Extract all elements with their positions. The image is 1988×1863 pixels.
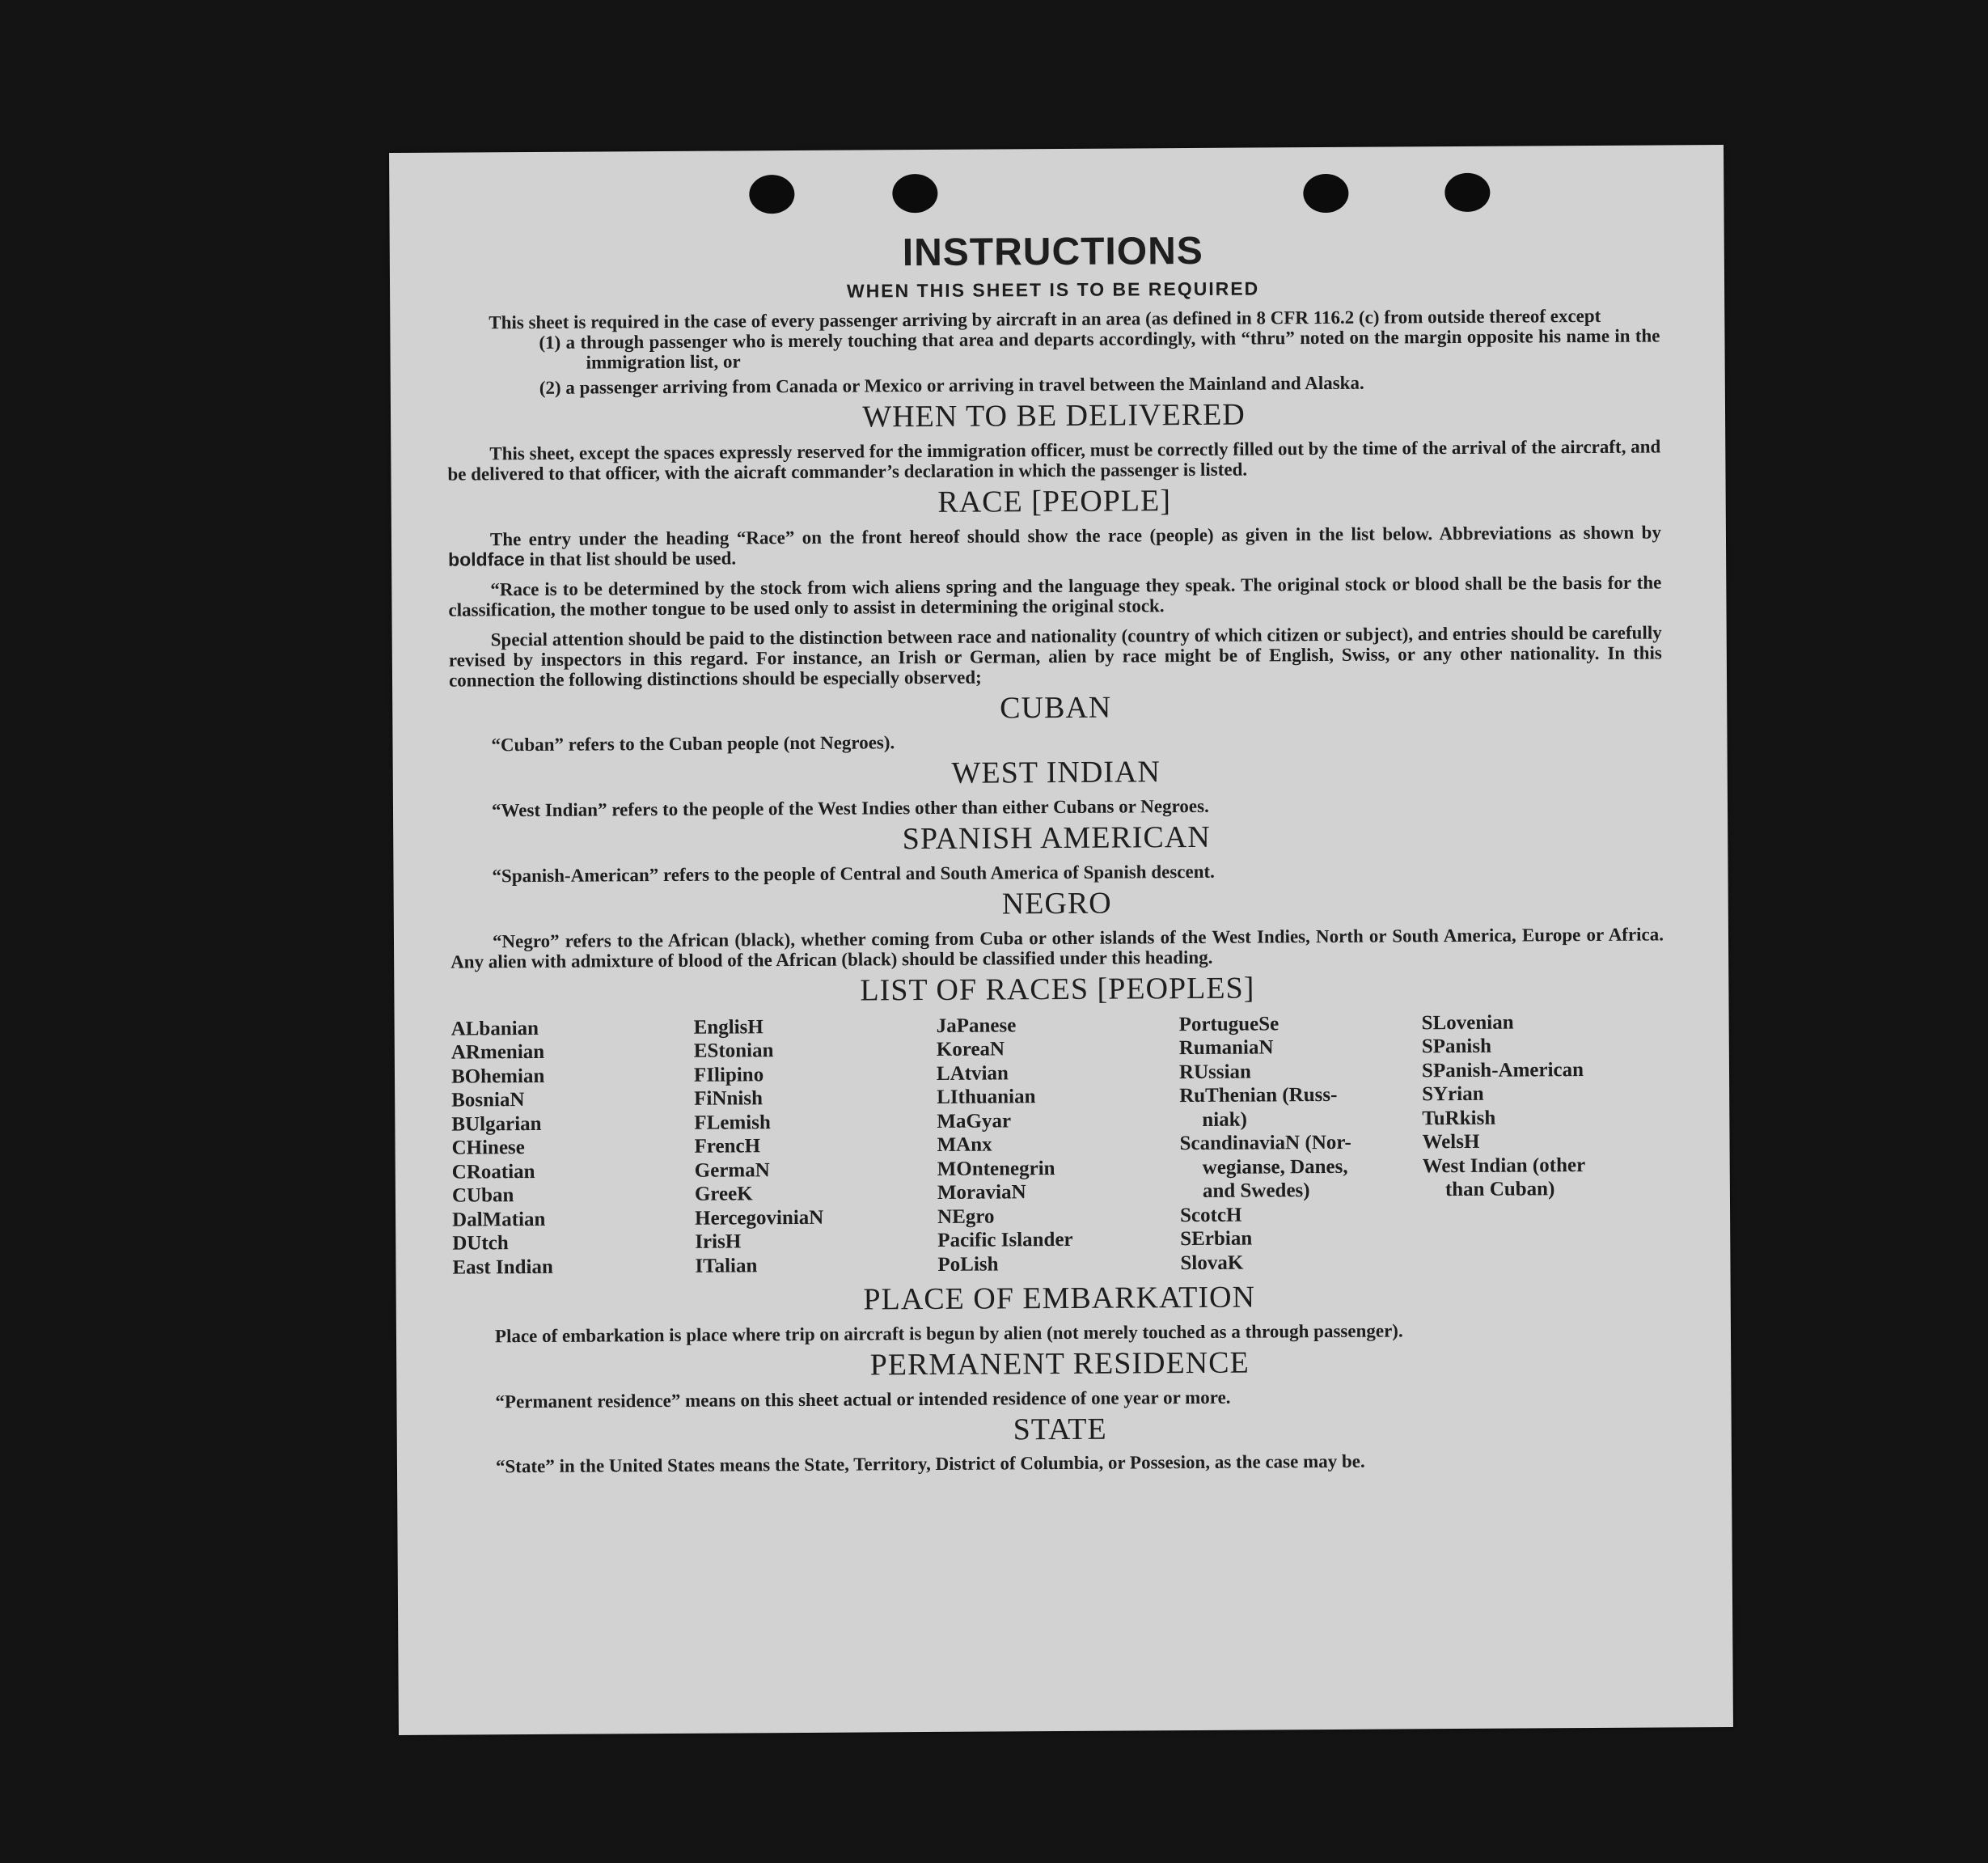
- instructions-content: [446, 226, 1667, 1477]
- race-entry: JaPanese: [936, 1014, 1017, 1037]
- race-entry: KoreaN: [936, 1038, 1005, 1061]
- race-entry: SYrian: [1422, 1082, 1484, 1106]
- race-entry-continued: wegianse, Danes,: [1202, 1155, 1348, 1179]
- exception-1: (1) a through passenger who is merely touching that area and departs accordingly, with “thru” noted on the margin opposite his name in the immigration list, or: [539, 325, 1660, 373]
- race-entry: TuRkish: [1422, 1107, 1496, 1129]
- race-entry: FrencH: [694, 1135, 761, 1158]
- race-paragraph-1: [448, 522, 1661, 569]
- section-heading-west-indian: WEST INDIAN: [951, 755, 1161, 791]
- embarkation-text: Place of embarkation is place where trip on aircraft is begun by alien (not merely touched as a through passenger).: [494, 1320, 1403, 1347]
- race-entry: West Indian (other: [1422, 1154, 1586, 1177]
- race-entry: ITalian: [695, 1254, 758, 1277]
- races-column-2: [694, 1014, 938, 1278]
- race-entry: PoLish: [937, 1253, 999, 1276]
- race-entry: CHinese: [451, 1137, 525, 1159]
- race-entry: SlovaK: [1180, 1251, 1244, 1274]
- race-entry: MaGyar: [937, 1109, 1012, 1133]
- race-entry-continued: and Swedes): [1202, 1179, 1310, 1203]
- race-entry: EStonian: [693, 1039, 774, 1062]
- race-p1-start: The entry under the heading “Race” on the front hereof should show the race (people) as given in the list below. Abbreviations as shown by: [489, 522, 1662, 549]
- race-entry-continued: niak): [1202, 1108, 1248, 1131]
- race-entry: ALbanian: [450, 1017, 539, 1040]
- race-entry: SLovenian: [1421, 1011, 1514, 1034]
- section-heading-state: STATE: [1013, 1412, 1107, 1447]
- race-entry: SErbian: [1180, 1227, 1253, 1251]
- races-column-4: [1179, 1011, 1423, 1275]
- exception-2: (2) a passenger arriving from Canada or Mexico or arriving in travel between the Mainland and Alaska.: [539, 372, 1364, 398]
- section-heading-embarkation: PLACE OF EMBARKATION: [863, 1280, 1256, 1317]
- section-heading-negro: NEGRO: [1001, 886, 1112, 921]
- race-entry: SPanish: [1421, 1035, 1492, 1058]
- race-entry: ScandinaviaN (Nor-: [1179, 1131, 1351, 1155]
- cuban-text: “Cuban” refers to the Cuban people (not Negroes).: [491, 732, 895, 756]
- race-entry: Pacific Islander: [937, 1228, 1073, 1252]
- section-heading-spanish-american: SPANISH AMERICAN: [902, 820, 1211, 857]
- race-entry: LIthuanian: [937, 1086, 1036, 1109]
- race-entry: CRoatian: [451, 1160, 535, 1183]
- delivered-text: This sheet, except the spaces expressly reserved for the immigration officer, must be correctly filled out by the time of the arrival of the aircraft, and be delivered to that officer, with the aicraft commander’s declaration in which the passenger is listed.: [447, 436, 1661, 485]
- document-sheet: [389, 145, 1733, 1735]
- race-entry: FiNnish: [694, 1087, 763, 1110]
- race-entry: MAnx: [937, 1133, 992, 1157]
- required-intro: This sheet is required in the case of every passenger arriving by aircraft in an area (as defined in 8 CFR 116.2 (c) from outside thereof except: [489, 305, 1601, 333]
- race-entry: NEgro: [937, 1205, 995, 1228]
- race-entry: PortugueSe: [1178, 1012, 1280, 1035]
- race-entry: GreeK: [694, 1183, 753, 1205]
- race-paragraph-2: “Race is to be determined by the stock from wich aliens spring and the language they speak. The original stock or blood shall be the basis for the classification, the mother tongue to be used only to assist in determining the original stock.: [448, 572, 1662, 620]
- race-entry: FIlipino: [693, 1063, 764, 1086]
- race-entry: SPanish-American: [1421, 1058, 1584, 1082]
- section-heading-cuban: CUBAN: [1000, 690, 1112, 726]
- page-title: INSTRUCTIONS: [902, 229, 1203, 275]
- race-p1-bold: boldface: [448, 548, 525, 570]
- race-entry: IrisH: [695, 1230, 742, 1253]
- page-subtitle: WHEN THIS SHEET IS TO BE REQUIRED: [846, 277, 1260, 302]
- race-entry: ScotcH: [1179, 1204, 1242, 1226]
- residence-text: “Permanent residence” means on this sheet actual or intended residence of one year or more.: [495, 1387, 1231, 1412]
- races-column-5: [1422, 1010, 1666, 1273]
- race-entry: East Indian: [452, 1255, 553, 1279]
- race-entry: RumaniaN: [1178, 1036, 1274, 1060]
- section-heading-residence: PERMANENT RESIDENCE: [869, 1345, 1250, 1382]
- race-entry: GermaN: [694, 1158, 770, 1182]
- race-entry: HercegoviniaN: [695, 1206, 824, 1230]
- race-entry: DUtch: [452, 1232, 509, 1255]
- race-entry: BUlgarian: [451, 1112, 542, 1136]
- race-entry: MoraviaN: [937, 1181, 1026, 1205]
- races-column-3: [937, 1013, 1181, 1277]
- punch-hole: [749, 175, 794, 214]
- section-heading-races: LIST OF RACES [PEOPLES]: [860, 971, 1255, 1008]
- race-entry: WelsH: [1422, 1130, 1480, 1154]
- section-heading-delivered: WHEN TO BE DELIVERED: [862, 397, 1246, 434]
- race-entry: FLemish: [694, 1111, 771, 1134]
- races-column-1: [451, 1015, 696, 1279]
- race-entry: BOhemian: [450, 1065, 545, 1088]
- section-heading-race: RACE [PEOPLE]: [937, 483, 1172, 519]
- races-list: [451, 1010, 1666, 1280]
- west-indian-text: “West Indian” refers to the people of the West Indies other than either Cubans or Negroes.: [491, 796, 1209, 821]
- race-entry-continued: than Cuban): [1444, 1178, 1555, 1201]
- race-entry: MOntenegrin: [937, 1157, 1055, 1180]
- race-entry: RUssian: [1178, 1061, 1252, 1083]
- state-text: “State” in the United States means the State, Territory, District of Columbia, or Possesion, as the case may be.: [495, 1451, 1365, 1477]
- negro-text: “Negro” refers to the African (black), whether coming from Cuba or other islands of the West Indies, North or South America, Europe or Africa. Any alien with admixture of blood of the African (black) should be classified under this heading.: [450, 924, 1664, 972]
- punch-hole: [892, 174, 937, 213]
- race-entry: ARmenian: [450, 1040, 545, 1064]
- spanish-american-text: “Spanish-American” refers to the people of Central and South America of Spanish descent.: [492, 861, 1215, 887]
- race-entry: CUban: [451, 1184, 514, 1207]
- race-entry: BosniaN: [451, 1089, 525, 1111]
- race-entry: DalMatian: [452, 1208, 546, 1231]
- punch-hole: [1303, 174, 1348, 213]
- race-entry: RuThenian (Russ-: [1179, 1083, 1338, 1107]
- race-entry: LAtvian: [936, 1061, 1009, 1085]
- punch-hole: [1444, 173, 1490, 212]
- race-p1-end: in that list should be used.: [529, 548, 737, 569]
- race-paragraph-3: Special attention should be paid to the distinction between race and nationality (country of which citizen or subject), and entries should be carefully revised by inspectors in this regard. For instance, an Irish or German, alien by race might be of English, Swiss, or any other nationality. In this connection the following distinctions should be especially observed;: [448, 622, 1662, 691]
- race-entry: EnglisH: [693, 1015, 763, 1039]
